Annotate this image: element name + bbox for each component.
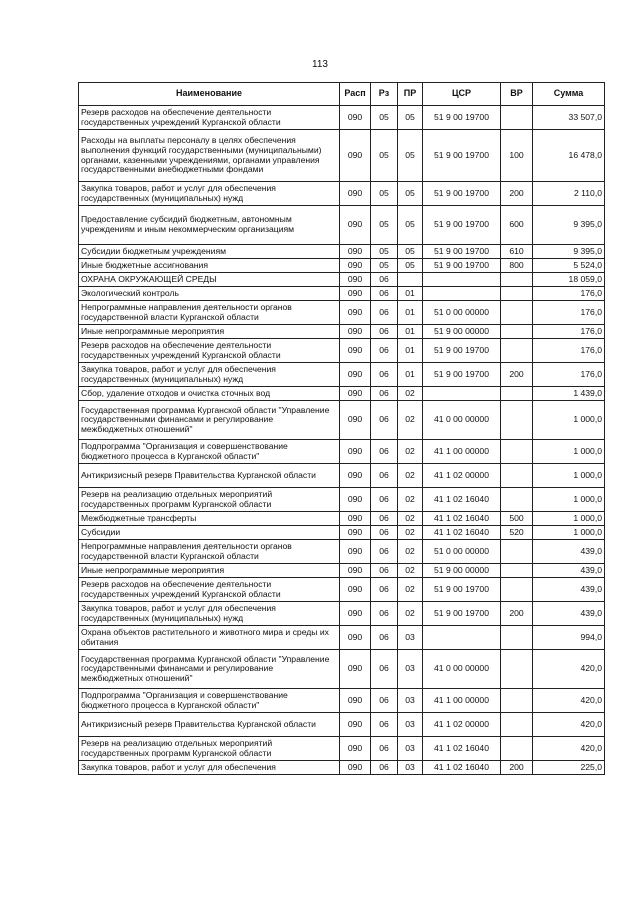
row-vr: 800	[501, 259, 533, 273]
row-sum: 439,0	[533, 540, 605, 564]
row-csr: 51 0 00 00000	[423, 301, 501, 325]
row-pr	[398, 273, 423, 287]
table-row	[79, 130, 605, 182]
row-sum: 18 059,0	[533, 273, 605, 287]
page-number: 113	[312, 59, 328, 70]
row-pr: 02	[398, 464, 423, 488]
row-csr: 51 9 00 19700	[423, 130, 501, 182]
row-sum: 1 000,0	[533, 440, 605, 464]
row-name: Расходы на выплаты персоналу в целях обеспечения выполнения функций государственными (муниципальными) органами, казенными учреждениями, органами управления государственными внебюджетными фондами	[79, 130, 340, 182]
row-rz: 06	[371, 273, 398, 287]
row-rz: 06	[371, 650, 398, 689]
row-name: Резерв на реализацию отдельных мероприятий государственных программ Курганской области	[79, 488, 340, 512]
row-csr: 41 0 00 00000	[423, 650, 501, 689]
row-rasp: 090	[340, 512, 371, 526]
row-pr: 02	[398, 440, 423, 464]
row-vr: 200	[501, 182, 533, 206]
row-pr: 01	[398, 287, 423, 301]
row-vr	[501, 540, 533, 564]
header-rz: Рз	[371, 83, 398, 106]
row-csr: 51 9 00 19700	[423, 339, 501, 363]
row-vr	[501, 464, 533, 488]
row-csr	[423, 273, 501, 287]
row-rz: 06	[371, 512, 398, 526]
table-row	[79, 259, 605, 273]
row-csr: 51 9 00 00000	[423, 564, 501, 578]
row-vr: 200	[501, 363, 533, 387]
row-rasp: 090	[340, 206, 371, 245]
row-csr: 51 9 00 19700	[423, 259, 501, 273]
table-row	[79, 339, 605, 363]
row-csr: 51 9 00 19700	[423, 602, 501, 626]
table-row	[79, 273, 605, 287]
row-name: Резерв расходов на обеспечение деятельности государственных учреждений Курганской области	[79, 106, 340, 130]
row-pr: 03	[398, 737, 423, 761]
row-rz: 06	[371, 363, 398, 387]
row-name: Иные бюджетные ассигнования	[79, 259, 340, 273]
table-row	[79, 440, 605, 464]
header-csr: ЦСР	[423, 83, 501, 106]
row-rasp: 090	[340, 182, 371, 206]
row-rz: 06	[371, 689, 398, 713]
row-pr: 02	[398, 540, 423, 564]
row-name: Предоставление субсидий бюджетным, автономным учреждениям и иным некоммерческим организациям	[79, 206, 340, 245]
table-row	[79, 650, 605, 689]
row-sum: 176,0	[533, 325, 605, 339]
table-row	[79, 737, 605, 761]
table-row	[79, 245, 605, 259]
row-rasp: 090	[340, 106, 371, 130]
row-rasp: 090	[340, 761, 371, 775]
row-csr: 51 9 00 19700	[423, 245, 501, 259]
row-csr: 41 0 00 00000	[423, 401, 501, 440]
row-sum: 439,0	[533, 602, 605, 626]
row-vr	[501, 325, 533, 339]
row-sum: 420,0	[533, 689, 605, 713]
row-vr: 600	[501, 206, 533, 245]
row-rz: 06	[371, 713, 398, 737]
row-rasp: 090	[340, 287, 371, 301]
row-rz: 06	[371, 287, 398, 301]
row-name: Подпрограмма "Организация и совершенствование бюджетного процесса в Курганской области"	[79, 689, 340, 713]
row-rz: 06	[371, 387, 398, 401]
row-rz: 05	[371, 130, 398, 182]
row-rz: 06	[371, 602, 398, 626]
row-sum: 994,0	[533, 626, 605, 650]
row-pr: 05	[398, 182, 423, 206]
row-vr: 100	[501, 130, 533, 182]
row-sum: 420,0	[533, 713, 605, 737]
row-pr: 03	[398, 713, 423, 737]
row-sum: 2 110,0	[533, 182, 605, 206]
row-sum: 1 000,0	[533, 488, 605, 512]
row-rasp: 090	[340, 259, 371, 273]
row-rz: 06	[371, 626, 398, 650]
row-sum: 9 395,0	[533, 206, 605, 245]
header-vr: ВР	[501, 83, 533, 106]
row-rasp: 090	[340, 713, 371, 737]
row-pr: 02	[398, 578, 423, 602]
row-rasp: 090	[340, 689, 371, 713]
row-name: Подпрограмма "Организация и совершенствование бюджетного процесса в Курганской области"	[79, 440, 340, 464]
row-sum: 439,0	[533, 578, 605, 602]
row-rasp: 090	[340, 325, 371, 339]
table-row	[79, 287, 605, 301]
row-rasp: 090	[340, 339, 371, 363]
row-vr: 610	[501, 245, 533, 259]
table-row	[79, 301, 605, 325]
row-rasp: 090	[340, 363, 371, 387]
table-row	[79, 206, 605, 245]
row-rz: 06	[371, 325, 398, 339]
table-row	[79, 363, 605, 387]
row-pr: 03	[398, 650, 423, 689]
row-vr: 200	[501, 602, 533, 626]
row-name: Закупка товаров, работ и услуг для обеспечения государственных (муниципальных) нужд	[79, 602, 340, 626]
row-name: ОХРАНА ОКРУЖАЮЩЕЙ СРЕДЫ	[79, 273, 340, 287]
row-name: Закупка товаров, работ и услуг для обеспечения	[79, 761, 340, 775]
row-rz: 06	[371, 737, 398, 761]
table-row	[79, 512, 605, 526]
row-sum: 9 395,0	[533, 245, 605, 259]
row-name: Закупка товаров, работ и услуг для обеспечения государственных (муниципальных) нужд	[79, 363, 340, 387]
row-csr: 41 1 02 00000	[423, 464, 501, 488]
row-pr: 02	[398, 602, 423, 626]
row-csr: 41 1 02 16040	[423, 761, 501, 775]
row-name: Непрограммные направления деятельности органов государственной власти Курганской области	[79, 540, 340, 564]
row-rz: 05	[371, 259, 398, 273]
row-csr: 51 9 00 19700	[423, 206, 501, 245]
row-rasp: 090	[340, 401, 371, 440]
row-rasp: 090	[340, 245, 371, 259]
table-row	[79, 182, 605, 206]
row-sum: 1 439,0	[533, 387, 605, 401]
row-sum: 1 000,0	[533, 512, 605, 526]
row-rasp: 090	[340, 540, 371, 564]
table-row	[79, 626, 605, 650]
row-vr	[501, 689, 533, 713]
row-pr: 02	[398, 526, 423, 540]
row-sum: 176,0	[533, 339, 605, 363]
row-pr: 02	[398, 564, 423, 578]
row-pr: 05	[398, 206, 423, 245]
row-pr: 01	[398, 339, 423, 363]
row-csr: 41 1 02 00000	[423, 713, 501, 737]
row-rasp: 090	[340, 564, 371, 578]
row-pr: 05	[398, 259, 423, 273]
row-rasp: 090	[340, 602, 371, 626]
row-rz: 06	[371, 401, 398, 440]
row-sum: 5 524,0	[533, 259, 605, 273]
row-rasp: 090	[340, 301, 371, 325]
row-csr	[423, 387, 501, 401]
row-sum: 16 478,0	[533, 130, 605, 182]
row-rasp: 090	[340, 626, 371, 650]
row-vr	[501, 578, 533, 602]
row-name: Иные непрограммные мероприятия	[79, 564, 340, 578]
row-csr	[423, 626, 501, 650]
row-rz: 06	[371, 540, 398, 564]
header-name: Наименование	[79, 83, 340, 106]
row-rz: 05	[371, 106, 398, 130]
row-csr: 41 1 02 16040	[423, 512, 501, 526]
row-rasp: 090	[340, 130, 371, 182]
row-pr: 05	[398, 130, 423, 182]
table-body	[79, 106, 605, 775]
row-sum: 1 000,0	[533, 464, 605, 488]
row-vr	[501, 106, 533, 130]
row-vr	[501, 339, 533, 363]
row-name: Иные непрограммные мероприятия	[79, 325, 340, 339]
row-vr	[501, 713, 533, 737]
table-row	[79, 387, 605, 401]
row-rasp: 090	[340, 737, 371, 761]
row-sum: 176,0	[533, 301, 605, 325]
row-sum: 225,0	[533, 761, 605, 775]
row-pr: 05	[398, 106, 423, 130]
row-rz: 06	[371, 301, 398, 325]
row-vr: 520	[501, 526, 533, 540]
row-rasp: 090	[340, 464, 371, 488]
row-name: Государственная программа Курганской области "Управление государственными финансами и регулирование межбюджетных отношений"	[79, 650, 340, 689]
row-name: Сбор, удаление отходов и очистка сточных вод	[79, 387, 340, 401]
row-vr	[501, 401, 533, 440]
row-name: Закупка товаров, работ и услуг для обеспечения государственных (муниципальных) нужд	[79, 182, 340, 206]
row-vr	[501, 626, 533, 650]
row-vr	[501, 287, 533, 301]
table-row	[79, 564, 605, 578]
row-pr: 02	[398, 401, 423, 440]
row-sum: 439,0	[533, 564, 605, 578]
row-name: Резерв расходов на обеспечение деятельности государственных учреждений Курганской области	[79, 339, 340, 363]
row-rz: 06	[371, 761, 398, 775]
row-name: Охрана объектов растительного и животного мира и среды их обитания	[79, 626, 340, 650]
row-name: Резерв расходов на обеспечение деятельности государственных учреждений Курганской области	[79, 578, 340, 602]
table-row	[79, 761, 605, 775]
row-csr: 51 9 00 19700	[423, 106, 501, 130]
row-csr: 41 1 00 00000	[423, 440, 501, 464]
row-rz: 05	[371, 206, 398, 245]
row-vr: 500	[501, 512, 533, 526]
row-rz: 05	[371, 182, 398, 206]
row-vr	[501, 488, 533, 512]
header-rasp: Расп	[340, 83, 371, 106]
row-rasp: 090	[340, 650, 371, 689]
row-pr: 03	[398, 689, 423, 713]
row-csr	[423, 287, 501, 301]
row-name: Непрограммные направления деятельности органов государственной власти Курганской области	[79, 301, 340, 325]
row-sum: 176,0	[533, 287, 605, 301]
row-pr: 02	[398, 387, 423, 401]
row-vr: 200	[501, 761, 533, 775]
row-pr: 01	[398, 301, 423, 325]
row-pr: 02	[398, 488, 423, 512]
row-sum: 420,0	[533, 650, 605, 689]
row-vr	[501, 564, 533, 578]
row-sum: 176,0	[533, 363, 605, 387]
row-rz: 05	[371, 245, 398, 259]
table-row	[79, 526, 605, 540]
row-vr	[501, 650, 533, 689]
header-sum: Сумма	[533, 83, 605, 106]
row-csr: 51 9 00 00000	[423, 325, 501, 339]
row-rz: 06	[371, 526, 398, 540]
row-name: Государственная программа Курганской области "Управление государственными финансами и регулирование межбюджетных отношений"	[79, 401, 340, 440]
row-rz: 06	[371, 440, 398, 464]
row-sum: 1 000,0	[533, 401, 605, 440]
row-vr	[501, 387, 533, 401]
row-name: Антикризисный резерв Правительства Курганской области	[79, 464, 340, 488]
row-csr: 41 1 02 16040	[423, 737, 501, 761]
row-csr: 41 1 02 16040	[423, 526, 501, 540]
row-pr: 05	[398, 245, 423, 259]
table-row	[79, 689, 605, 713]
row-csr: 41 1 02 16040	[423, 488, 501, 512]
row-rasp: 090	[340, 387, 371, 401]
row-csr: 51 0 00 00000	[423, 540, 501, 564]
row-rasp: 090	[340, 440, 371, 464]
row-rasp: 090	[340, 526, 371, 540]
row-vr	[501, 440, 533, 464]
row-csr: 51 9 00 19700	[423, 363, 501, 387]
table-row	[79, 401, 605, 440]
header-pr: ПР	[398, 83, 423, 106]
row-name: Межбюджетные трансферты	[79, 512, 340, 526]
row-csr: 51 9 00 19700	[423, 578, 501, 602]
row-sum: 1 000,0	[533, 526, 605, 540]
row-pr: 01	[398, 363, 423, 387]
row-name: Субсидии бюджетным учреждениям	[79, 245, 340, 259]
row-csr: 41 1 00 00000	[423, 689, 501, 713]
row-pr: 02	[398, 512, 423, 526]
row-rasp: 090	[340, 488, 371, 512]
table-row	[79, 325, 605, 339]
row-csr: 51 9 00 19700	[423, 182, 501, 206]
table-row	[79, 488, 605, 512]
row-rz: 06	[371, 488, 398, 512]
row-pr: 01	[398, 325, 423, 339]
row-name: Экологический контроль	[79, 287, 340, 301]
row-sum: 33 507,0	[533, 106, 605, 130]
row-rasp: 090	[340, 578, 371, 602]
row-name: Антикризисный резерв Правительства Курганской области	[79, 713, 340, 737]
table-row	[79, 464, 605, 488]
budget-table	[78, 82, 605, 775]
row-rz: 06	[371, 339, 398, 363]
row-vr	[501, 273, 533, 287]
row-sum: 420,0	[533, 737, 605, 761]
row-name: Субсидии	[79, 526, 340, 540]
table-row	[79, 106, 605, 130]
row-rz: 06	[371, 464, 398, 488]
row-rasp: 090	[340, 273, 371, 287]
table-row	[79, 578, 605, 602]
row-pr: 03	[398, 626, 423, 650]
row-vr	[501, 301, 533, 325]
table-row	[79, 713, 605, 737]
row-vr	[501, 737, 533, 761]
table-row	[79, 540, 605, 564]
row-rz: 06	[371, 564, 398, 578]
row-rz: 06	[371, 578, 398, 602]
table-row	[79, 602, 605, 626]
table-header-row	[79, 83, 605, 106]
row-pr: 03	[398, 761, 423, 775]
row-name: Резерв на реализацию отдельных мероприятий государственных программ Курганской области	[79, 737, 340, 761]
